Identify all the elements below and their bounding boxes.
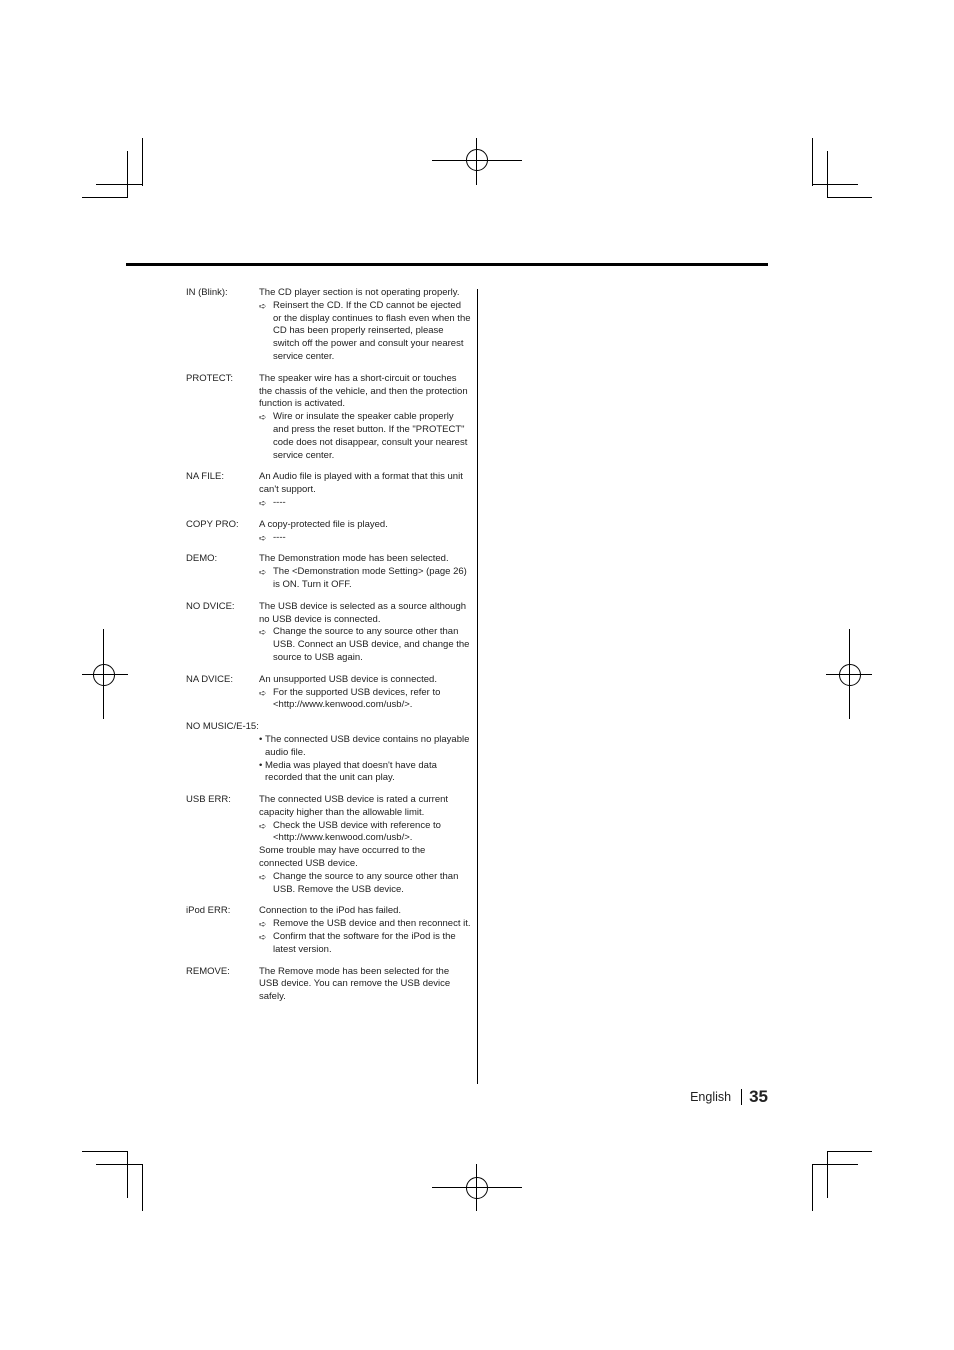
entry-na-dvice	[186, 674, 471, 712]
footer-separator	[741, 1089, 742, 1105]
entry-description: Some trouble may have occurred to the connected USB device.	[259, 845, 426, 870]
error-message-list	[186, 287, 471, 1013]
arrow-right-icon: ➪	[259, 687, 267, 698]
entry-description: Connection to the iPod has failed.	[259, 905, 402, 917]
entry-description: The Remove mode has been selected for the USB device. You can remove the USB device safely.	[259, 965, 451, 1003]
entry-no-music	[186, 721, 471, 785]
entry-term: IN (Blink):	[186, 287, 228, 298]
entry-term: COPY PRO:	[186, 518, 239, 530]
entry-hint: ➪ Remove the USB device and then reconnect it.	[259, 918, 471, 930]
header-rule	[126, 263, 768, 266]
entry-hint: ➪ Reinsert the CD. If the CD cannot be ejected or the display continues to flash even when the CD has been properly reinserted, please switch off the power and consult your nearest service center.	[259, 299, 471, 362]
arrow-right-icon: ➪	[259, 932, 267, 943]
bullet-item: • Media was played that doesn't have data recorded that the unit can play.	[259, 759, 437, 784]
entry-description: An Audio file is played with a format that this unit can't support.	[259, 471, 463, 496]
entry-hint: ➪ ----	[259, 496, 286, 508]
entry-demo	[186, 553, 471, 591]
entry-description: The speaker wire has a short-circuit or touches the chassis of the vehicle, and then the protection function is activated.	[259, 372, 468, 410]
entry-term: NO MUSIC/E-15:	[186, 721, 259, 733]
entry-usb-err	[186, 794, 471, 896]
entry-description: The USB device is selected as a source although no USB device is connected.	[259, 600, 467, 625]
entry-copy-pro	[186, 519, 471, 545]
arrow-right-icon: ➪	[259, 567, 267, 578]
entry-in-blink	[186, 287, 471, 364]
column-divider	[477, 289, 478, 1084]
page-footer	[690, 1087, 768, 1107]
entry-hint: ➪ ----	[259, 531, 286, 543]
entry-hint: ➪ The <Demonstration mode Setting> (page 26) is ON. Turn it OFF.	[259, 566, 467, 590]
entry-term: NA DVICE:	[186, 673, 233, 685]
entry-description: An unsupported USB device is connected.	[259, 673, 437, 685]
entry-description: A copy-protected file is played.	[259, 518, 388, 530]
entry-term: NO DVICE:	[186, 600, 235, 612]
entry-hint: ➪ Wire or insulate the speaker cable properly and press the reset button. If the "PROTECT" code does not disappear, consult your nearest service center.	[259, 411, 468, 461]
entry-hint: ➪ For the supported USB devices, refer to <http://www.kenwood.com/usb/>.	[259, 686, 441, 711]
entry-hint: ➪ Confirm that the software for the iPod is the latest version.	[259, 931, 456, 955]
arrow-right-icon: ➪	[259, 412, 267, 423]
entry-ipod-err	[186, 905, 471, 956]
entry-no-dvice	[186, 601, 471, 665]
bullet-item: • The connected USB device contains no playable audio file.	[259, 733, 470, 758]
language-label: English	[690, 1090, 732, 1104]
entry-term: PROTECT:	[186, 372, 233, 384]
arrow-right-icon: ➪	[259, 497, 267, 508]
entry-hint: ➪ Check the USB device with reference to <http://www.kenwood.com/usb/>.	[259, 819, 441, 844]
entry-hint: ➪ Change the source to any source other than USB. Remove the USB device.	[259, 870, 459, 895]
entry-description: The CD player section is not operating properly.	[259, 287, 460, 298]
page-number: 35	[749, 1087, 768, 1106]
entry-na-file	[186, 471, 471, 509]
entry-description: The Demonstration mode has been selected.	[259, 553, 449, 565]
arrow-right-icon: ➪	[259, 871, 267, 882]
arrow-right-icon: ➪	[259, 820, 267, 831]
arrow-right-icon: ➪	[259, 532, 267, 543]
entry-term: USB ERR:	[186, 794, 231, 806]
entry-term: NA FILE:	[186, 471, 225, 483]
entry-term: DEMO:	[186, 553, 218, 565]
entry-term: iPod ERR:	[186, 905, 231, 917]
entry-hint: ➪ Change the source to any source other than USB. Connect an USB device, and change the source to USB again.	[259, 626, 470, 663]
entry-term: REMOVE:	[186, 965, 230, 977]
entry-remove	[186, 966, 471, 1004]
arrow-right-icon: ➪	[259, 300, 267, 311]
entry-protect	[186, 373, 471, 463]
arrow-right-icon: ➪	[259, 919, 267, 930]
arrow-right-icon: ➪	[259, 627, 267, 638]
entry-description: The connected USB device is rated a current capacity higher than the allowable limit.	[259, 794, 449, 818]
